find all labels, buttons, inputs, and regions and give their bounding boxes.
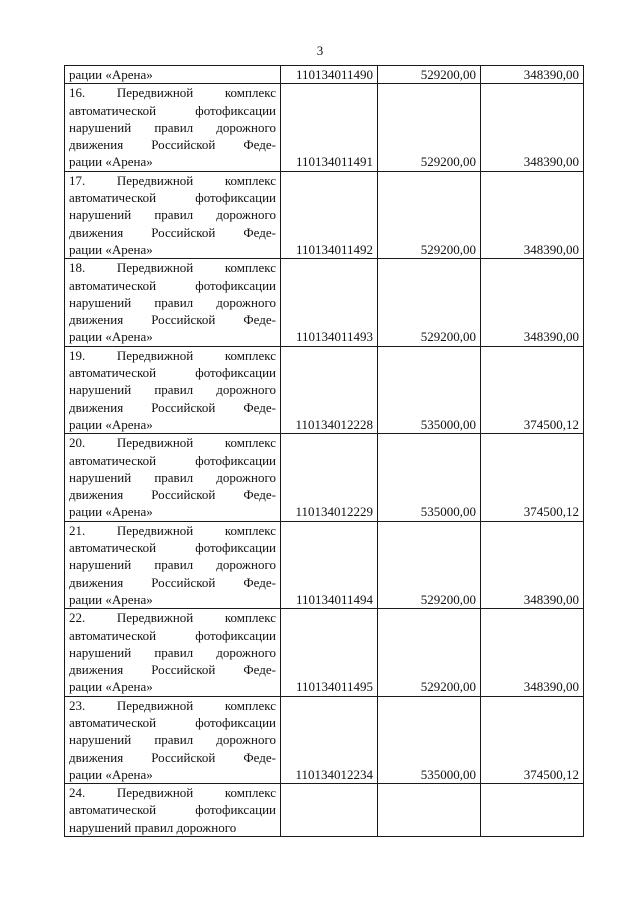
item-name-line: нарушений правил дорожного	[69, 469, 276, 485]
item-name-cell	[65, 346, 281, 433]
table-row	[65, 259, 584, 346]
item-name-line: 18. Передвижной комплекс	[69, 260, 276, 276]
item-name-line: рации «Арена»	[69, 241, 153, 257]
table-row	[65, 434, 584, 521]
item-name-cell	[65, 696, 281, 783]
table-row	[65, 84, 584, 171]
item-name-line: автоматической фотофиксации	[69, 802, 276, 818]
item-name-line: рации «Арена»	[69, 416, 153, 432]
item-name-line: рации «Арена»	[69, 329, 153, 345]
item-name-line: движения Российской Феде-	[69, 312, 276, 328]
price-cell: 529200,00	[378, 521, 481, 608]
residual-value-cell: 348390,00	[481, 521, 584, 608]
item-name-line: 21. Передвижной комплекс	[69, 522, 276, 538]
item-name-cell	[65, 609, 281, 696]
item-name-line: рации «Арена»	[69, 504, 153, 520]
item-name-line: 24. Передвижной комплекс	[69, 785, 276, 801]
item-name-line: движения Российской Феде-	[69, 749, 276, 765]
item-name-line: рации «Арена»	[69, 679, 153, 695]
inventory-number-cell: 110134012234	[281, 696, 378, 783]
item-name-cell	[65, 521, 281, 608]
item-name-line: автоматической фотофиксации	[69, 452, 276, 468]
residual-value-cell: 374500,12	[481, 346, 584, 433]
inventory-number-cell: 110134011494	[281, 521, 378, 608]
item-name-line: нарушений правил дорожного	[69, 207, 276, 223]
price-cell: 529200,00	[378, 171, 481, 258]
price-cell: 535000,00	[378, 434, 481, 521]
inventory-number-cell: 110134011493	[281, 259, 378, 346]
item-name-line: 16. Передвижной комплекс	[69, 85, 276, 101]
item-name-cell	[65, 66, 281, 84]
inventory-number-cell: 110134011490	[281, 66, 378, 84]
item-name-line: нарушений правил дорожного	[69, 644, 276, 660]
residual-value-cell	[481, 784, 584, 837]
residual-value-cell: 348390,00	[481, 171, 584, 258]
item-name-line: 23. Передвижной комплекс	[69, 697, 276, 713]
item-name-line: автоматической фотофиксации	[69, 365, 276, 381]
item-name-line: движения Российской Феде-	[69, 137, 276, 153]
item-name-line: рации «Арена»	[69, 67, 153, 82]
item-name-line: нарушений правил дорожного	[69, 119, 276, 135]
residual-value-cell: 374500,12	[481, 696, 584, 783]
item-name-line: автоматической фотофиксации	[69, 714, 276, 730]
inventory-number-cell: 110134011492	[281, 171, 378, 258]
item-name-cell	[65, 84, 281, 171]
residual-value-cell: 348390,00	[481, 259, 584, 346]
price-cell: 535000,00	[378, 696, 481, 783]
residual-value-cell: 348390,00	[481, 84, 584, 171]
item-name-cell	[65, 171, 281, 258]
inventory-number-cell: 110134011491	[281, 84, 378, 171]
item-name-line: 19. Передвижной комплекс	[69, 347, 276, 363]
item-name-line: автоматической фотофиксации	[69, 277, 276, 293]
residual-value-cell: 348390,00	[481, 609, 584, 696]
item-name-line: движения Российской Феде-	[69, 574, 276, 590]
inventory-number-cell: 110134011495	[281, 609, 378, 696]
residual-value-cell: 348390,00	[481, 66, 584, 84]
table-row	[65, 171, 584, 258]
item-name-line: нарушений правил дорожного	[69, 732, 276, 748]
item-name-cell	[65, 784, 281, 837]
item-name-line: 22. Передвижной комплекс	[69, 610, 276, 626]
item-name-line: движения Российской Феде-	[69, 224, 276, 240]
item-name-cell	[65, 434, 281, 521]
inventory-number-cell: 110134012228	[281, 346, 378, 433]
item-name-line: 17. Передвижной комплекс	[69, 172, 276, 188]
item-name-line: 20. Передвижной комплекс	[69, 435, 276, 451]
item-name-cell	[65, 259, 281, 346]
item-name-line: нарушений правил дорожного	[69, 819, 237, 835]
item-name-line: нарушений правил дорожного	[69, 294, 276, 310]
item-name-line: рации «Арена»	[69, 591, 153, 607]
item-name-line: нарушений правил дорожного	[69, 382, 276, 398]
item-name-line: автоматической фотофиксации	[69, 102, 276, 118]
item-name-line: автоматической фотофиксации	[69, 190, 276, 206]
price-cell: 529200,00	[378, 609, 481, 696]
price-cell: 529200,00	[378, 66, 481, 84]
item-name-line: движения Российской Феде-	[69, 487, 276, 503]
residual-value-cell: 374500,12	[481, 434, 584, 521]
table-row	[65, 66, 584, 84]
item-name-line: автоматической фотофиксации	[69, 540, 276, 556]
table-row	[65, 346, 584, 433]
item-name-line: движения Российской Феде-	[69, 662, 276, 678]
table-row	[65, 609, 584, 696]
item-name-line: нарушений правил дорожного	[69, 557, 276, 573]
price-cell: 529200,00	[378, 84, 481, 171]
item-name-line: движения Российской Феде-	[69, 399, 276, 415]
price-cell: 529200,00	[378, 259, 481, 346]
page-number: 3	[316, 43, 324, 58]
table-row	[65, 696, 584, 783]
asset-table	[64, 65, 584, 837]
asset-table-body	[65, 66, 584, 837]
table-row	[65, 521, 584, 608]
item-name-line: рации «Арена»	[69, 154, 153, 170]
table-row	[65, 784, 584, 837]
inventory-number-cell: 110134012229	[281, 434, 378, 521]
item-name-line: рации «Арена»	[69, 766, 153, 782]
price-cell: 535000,00	[378, 346, 481, 433]
inventory-number-cell	[281, 784, 378, 837]
item-name-line: автоматической фотофиксации	[69, 627, 276, 643]
price-cell	[378, 784, 481, 837]
